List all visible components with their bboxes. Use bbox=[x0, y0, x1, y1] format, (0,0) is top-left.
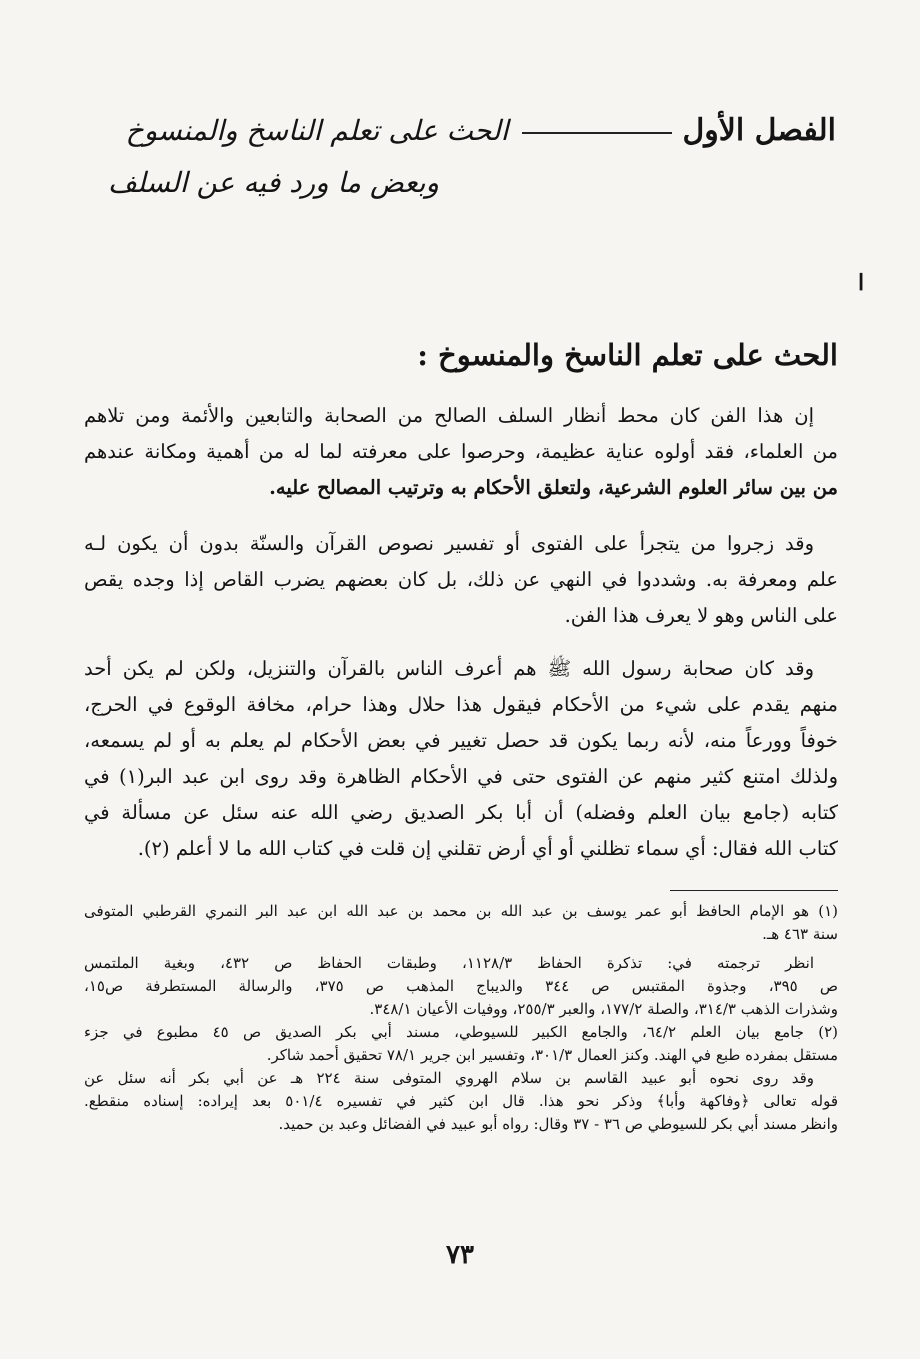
text-line: وقد زجروا من يتجرأ على الفتوى أو تفسير نصوص القرآن والسنّة بدون أن يكون لـه bbox=[84, 532, 814, 555]
text-line: وقد كان صحابة رسول الله ﷺ هم أعرف الناس بالقرآن والتنزيل، ولكن لم يكن أحد bbox=[84, 657, 814, 680]
text-line: من بين سائر العلوم الشرعية، ولتعلق الأحكام به وترتيب المصالح عليه. bbox=[269, 476, 838, 499]
running-header bbox=[88, 104, 836, 214]
paragraph-2 bbox=[84, 526, 838, 634]
text-line: من العلماء، فقد أولوه عناية عظيمة، وحرصوا على معرفته لما له من أهمية ومكانة عندهم bbox=[84, 440, 838, 463]
header-row bbox=[88, 104, 836, 156]
footnote-line: وشذرات الذهب ٣١٤/٣، والصلة ١٧٧/٢، والعبر ٢٥٥/٣، ووفيات الأعيان ٣٤٨/١. bbox=[369, 1000, 838, 1018]
page-number: ٧٣ bbox=[446, 1240, 474, 1270]
footnote-line: مستقل بمفرده طبع في الهند. وكنز العمال ٣٠١/٣، وتفسير ابن جرير ٧٨/١ تحقيق أحمد شاكر. bbox=[266, 1046, 838, 1064]
text-line: منهم يقدم على شيء من الأحكام فيقول هذا حلال وهذا حرام، مخافة الوقوع في الحرج، bbox=[84, 693, 838, 716]
footnote-line: وانظر مسند أبي بكر للسيوطي ص ٣٦ - ٣٧ وقال: رواه أبو عبيد في الفضائل وعبد بن حميد. bbox=[278, 1115, 838, 1133]
footnote-line: (١) هو الإمام الحافظ أبو عمر يوسف بن عبد الله بن محمد بن عبد الله ابن عبد البر النمري القرطبي المتوفى bbox=[84, 902, 838, 920]
paragraph-1 bbox=[84, 398, 838, 506]
text-line: كتابه (جامع بيان العلم وفضله) أن أبا بكر الصديق رضي الله عنه سئل عن مسألة في bbox=[84, 801, 838, 824]
footnote-line: ص ٣٩٥، وجذوة المقتبس ص ٣٤٤ والديباج المذهب ص ٣٧٥، والرسالة المستطرفة ص١٥، bbox=[84, 977, 838, 995]
margin-mark: ا bbox=[858, 270, 865, 296]
footnote-line: قوله تعالى ﴿وفاكهة وأبا﴾ وذكر نحو هذا. قال ابن كثير في تفسيره ٥٠١/٤ بعد إيراده: إسناده منقطع. bbox=[84, 1092, 838, 1110]
footnote-line: (٢) جامع بيان العلم ٦٤/٢، والجامع الكبير للسيوطي، مسند أبي بكر الصديق ص ٤٥ مطبوع في جزء bbox=[84, 1023, 838, 1041]
text-line: علم ومعرفة به. وشددوا في النهي عن ذلك، بل كان بعضهم يضرب القاص إذا وجده يقص bbox=[84, 568, 838, 591]
footnotes bbox=[84, 900, 838, 1136]
footnote-line: وقد روى نحوه أبو عبيد القاسم بن سلام الهروي المتوفى سنة ٢٢٤ هـ عن أبي بكر أنه سئل عن bbox=[84, 1069, 814, 1087]
header-title-line1: الحث على تعلم الناسخ والمنسوخ bbox=[125, 113, 509, 147]
paragraph-3 bbox=[84, 651, 838, 867]
footnote-separator bbox=[670, 890, 838, 891]
text-line: كتاب الله فقال: أي سماء تظلني أو أي أرض تقلني إن قلت في كتاب الله ما لا أعلم (٢). bbox=[137, 837, 838, 860]
footnote-line: انظر ترجمته في: تذكرة الحفاظ ١١٢٨/٣، وطبقات الحفاظ ص ٤٣٢، وبغية الملتمس bbox=[84, 954, 814, 972]
header-rule bbox=[522, 132, 672, 134]
header-title-line2: وبعض ما ورد فيه عن السلف bbox=[108, 166, 440, 199]
text-line: خوفاً وورعاً منه، لأنه ربما يكون قد حصل تغيير في بعض الأحكام لم يعلم به أو لم يسمعه، bbox=[84, 729, 838, 752]
chapter-label: الفصل الأول bbox=[682, 112, 836, 148]
text-line: ولذلك امتنع كثير منهم عن الفتوى حتى في الأحكام الظاهرة وقد روى ابن عبد البر(١) في bbox=[84, 765, 838, 788]
text-line: على الناس وهو لا يعرف هذا الفن. bbox=[564, 604, 838, 627]
text-line: إن هذا الفن كان محط أنظار السلف الصالح من الصحابة والتابعين والأئمة ومن تلاهم bbox=[84, 404, 814, 427]
footnote-line: سنة ٤٦٣ هـ. bbox=[762, 925, 838, 943]
section-heading: الحث على تعلم الناسخ والمنسوخ : bbox=[417, 338, 838, 372]
